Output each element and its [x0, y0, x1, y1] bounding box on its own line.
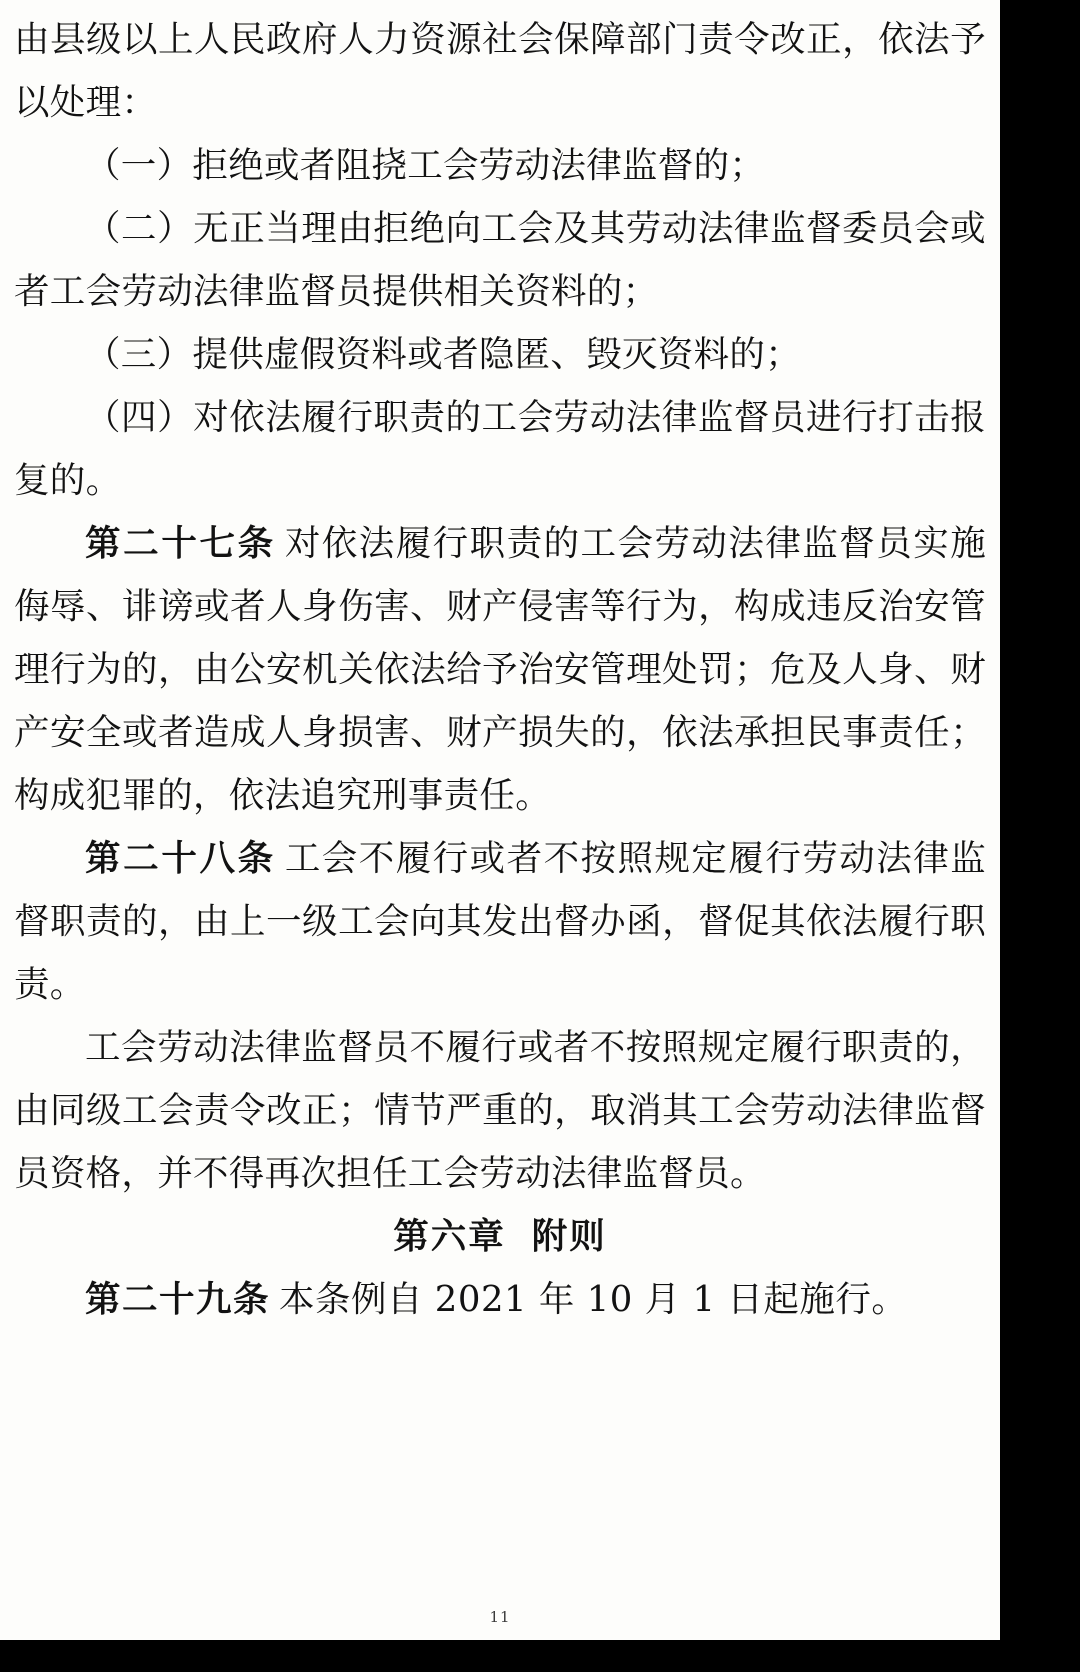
chapter-name: 附则 [531, 1216, 607, 1257]
article-28-title: 第二十八条 [85, 838, 276, 879]
chapter-heading [14, 1205, 986, 1268]
article-29-body: 本条例自 2021 年 10 月 1 日起施行。 [279, 1279, 908, 1320]
list-item-4: （四）对依法履行职责的工会劳动法律监督员进行打击报复的。 [14, 397, 986, 501]
article-28 [14, 827, 986, 1016]
chapter-number: 第六章 [393, 1216, 506, 1257]
article-27 [14, 512, 986, 827]
article-29 [14, 1268, 986, 1331]
list-item-2: （二）无正当理由拒绝向工会及其劳动法律监督委员会或者工会劳动法律监督员提供相关资料的； [14, 208, 986, 312]
article-28-body: 工会不履行或者不按照规定履行劳动法律监督职责的，由上一级工会向其发出督办函，督促其依法履行职责。 [14, 838, 986, 1005]
page-number: 11 [489, 1608, 511, 1626]
article-27-title: 第二十七条 [85, 523, 276, 564]
article-29-title: 第二十九条 [85, 1279, 271, 1320]
paragraph-intro: 由县级以上人民政府人力资源社会保障部门责令改正，依法予以处理： [14, 19, 986, 123]
list-item-3: （三）提供虚假资料或者隐匿、毁灭资料的； [85, 334, 802, 375]
paragraph-supervisor-duty: 工会劳动法律监督员不履行或者不按照规定履行职责的，由同级工会责令改正；情节严重的，取消其工会劳动法律监督员资格，并不得再次担任工会劳动法律监督员。 [14, 1027, 986, 1194]
article-27-body: 对依法履行职责的工会劳动法律监督员实施侮辱、诽谤或者人身伤害、财产侵害等行为，构成违反治安管理行为的，由公安机关依法给予治安管理处罚；危及人身、财产安全或者造成人身损害、财产损失的，依法承担民事责任；构成犯罪的，依法追究刑事责任。 [14, 523, 986, 816]
list-item-1: （一）拒绝或者阻挠工会劳动法律监督的； [85, 145, 766, 186]
